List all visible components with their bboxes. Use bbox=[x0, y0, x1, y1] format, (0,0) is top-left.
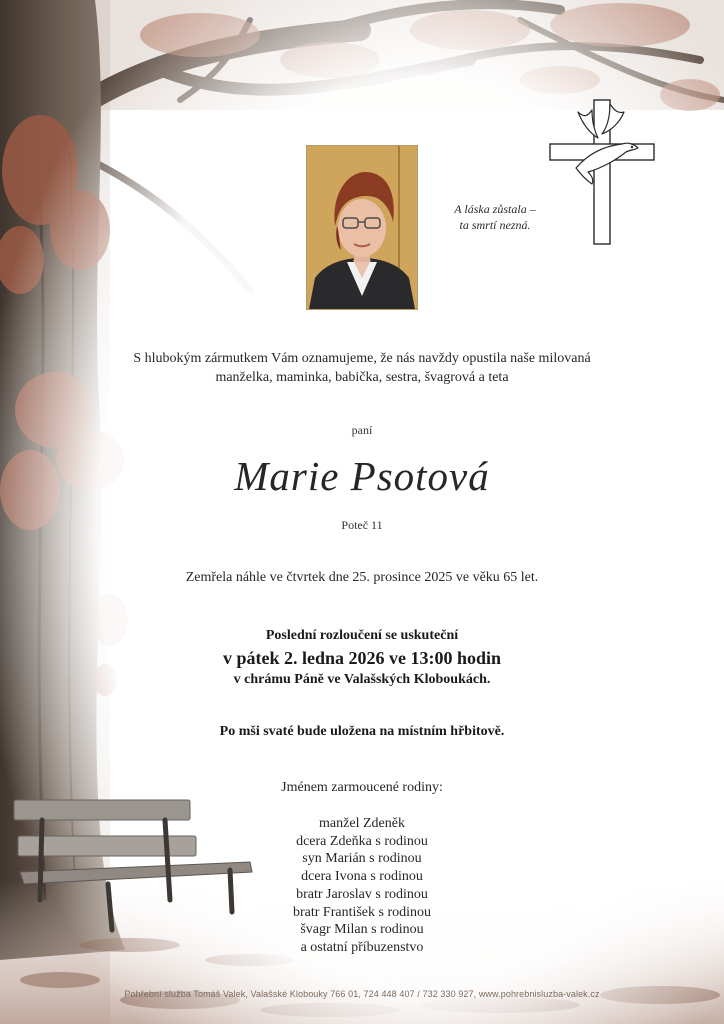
burial-notice: Po mši svaté bude uložena na místním hřbitově. bbox=[219, 724, 505, 739]
family-member: bratr František s rodinou bbox=[292, 904, 432, 920]
motto-line-2: ta smrtí nezná. bbox=[459, 218, 531, 232]
family-list bbox=[0, 815, 724, 957]
portrait-image bbox=[307, 146, 417, 309]
cross-with-dove-icon bbox=[548, 98, 656, 246]
funeral-date-time: v pátek 2. ledna 2026 ve 13:00 hodin bbox=[222, 648, 502, 668]
announcement-intro-line-2: manželka, maminka, babička, sestra, švagrová a teta bbox=[215, 370, 509, 385]
family-member: bratr Jaroslav s rodinou bbox=[296, 886, 428, 902]
family-member: manžel Zdeněk bbox=[319, 816, 405, 831]
motto-line-1: A láska zůstala – bbox=[454, 202, 536, 216]
announcement-intro-line-1: S hlubokým zármutkem Vám oznamujeme, že nás navždy opustila naše milovaná bbox=[133, 351, 591, 366]
announcement-intro bbox=[0, 349, 724, 387]
family-member: dcera Zdeňka s rodinou bbox=[296, 833, 428, 849]
funeral-intro: Poslední rozloučení se uskuteční bbox=[265, 628, 459, 643]
deceased-address: Poteč 11 bbox=[341, 518, 383, 532]
family-member: a ostatní příbuzenstvo bbox=[300, 939, 424, 955]
death-notice: Zemřela náhle ve čtvrtek dne 25. prosince 2025 ve věku 65 let. bbox=[185, 570, 539, 585]
family-member: syn Marián s rodinou bbox=[302, 851, 422, 867]
family-member: švagr Milan s rodinou bbox=[300, 922, 424, 938]
funeral-place: v chrámu Páně ve Valašských Kloboukách. bbox=[233, 672, 491, 687]
funeral-details bbox=[0, 626, 724, 690]
salutation: paní bbox=[351, 423, 373, 437]
portrait-photo bbox=[306, 145, 418, 310]
family-heading: Jménem zarmoucené rodiny: bbox=[281, 780, 443, 795]
funeral-service-footer: Pohřební služba Tomáš Valek, Valašské Klobouky 766 01, 724 448 407 / 732 330 927, www.pohrebnisluzba-valek.cz bbox=[124, 989, 600, 999]
deceased-name: Marie Psotová bbox=[234, 453, 490, 499]
family-member: dcera Ivona s rodinou bbox=[301, 869, 423, 885]
motto bbox=[440, 201, 550, 233]
